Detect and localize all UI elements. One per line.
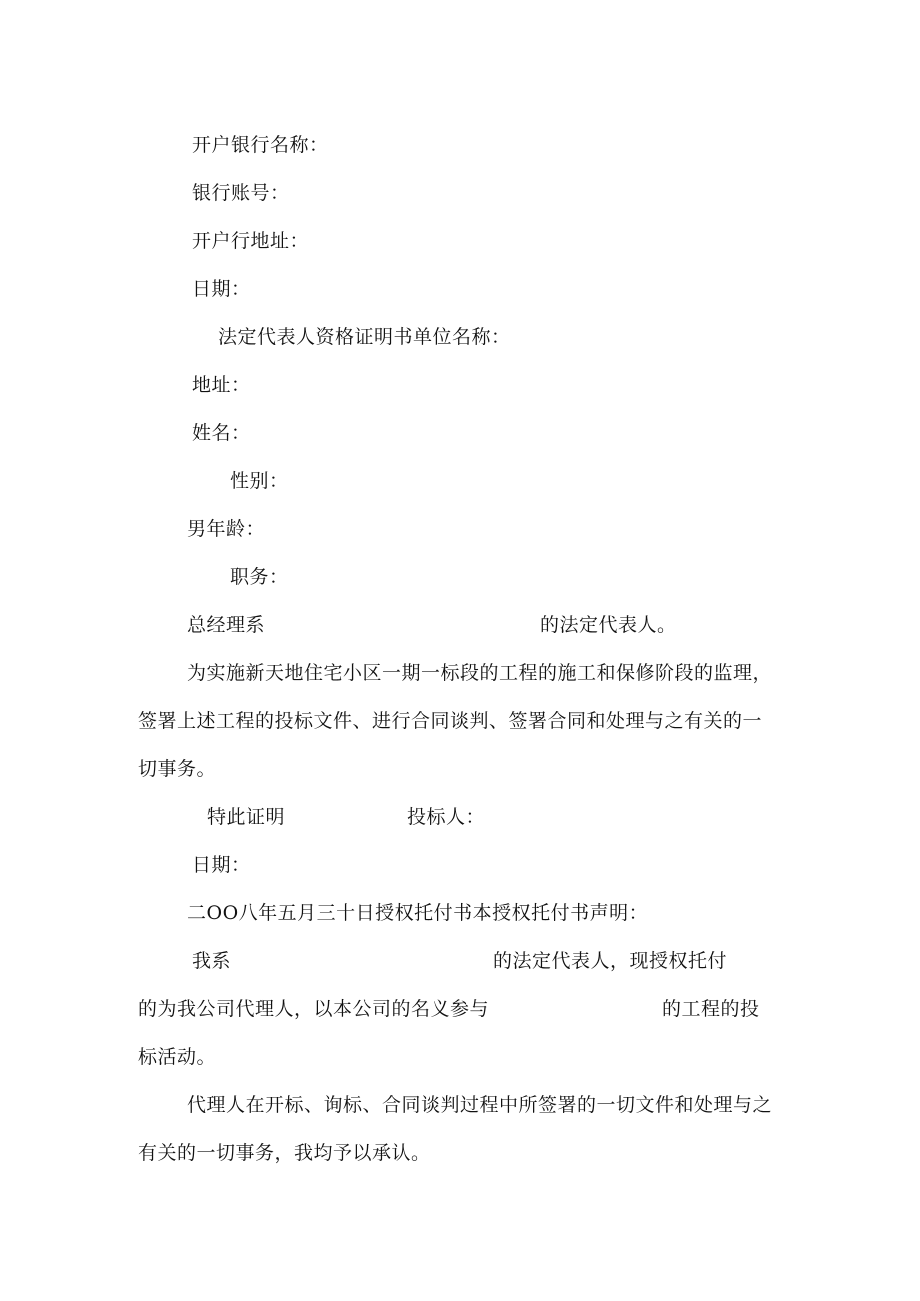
date-and-title-line: 二OO八年五月三十日授权托付书本授权托付书声明： [187, 902, 649, 924]
hereby-certify: 特此证明 [207, 806, 286, 828]
name-label: 姓名： [192, 422, 251, 444]
authorization-line-2-suffix: 的工程的投 [662, 998, 760, 1020]
paragraph-1-line-3: 切事务。 [138, 758, 217, 780]
authorization-line-2-prefix: 的为我公司代理人，以本公司的名义参与 [138, 998, 490, 1020]
position-label: 职务： [230, 566, 289, 588]
paragraph-1-line-1: 为实施新天地住宅小区一期一标段的工程的施工和保修阶段的监理， [187, 662, 773, 684]
authorization-mid: 的法定代表人，现授权托付 [493, 950, 728, 972]
address-label: 地址： [192, 374, 251, 396]
bank-account-label: 银行账号： [192, 182, 290, 204]
bank-address-label: 开户行地址： [192, 230, 310, 252]
date-label-1: 日期： [192, 278, 251, 300]
authorization-line-3: 标活动。 [138, 1046, 217, 1068]
paragraph-2-line-1: 代理人在开标、询标、合同谈判过程中所签署的一切文件和处理与之 [187, 1094, 773, 1116]
authorization-prefix: 我系 [192, 950, 232, 972]
certificate-title-line: 法定代表人资格证明书单位名称： [218, 326, 511, 348]
bank-name-label: 开户银行名称： [192, 134, 329, 156]
age-label: 男年龄： [187, 518, 266, 540]
paragraph-2-line-2: 有关的一切事务，我均予以承认。 [138, 1142, 431, 1164]
date-label-2: 日期： [192, 854, 251, 876]
bidder-label: 投标人： [407, 806, 486, 828]
gm-prefix: 总经理系 [187, 614, 266, 636]
paragraph-1-line-2: 签署上述工程的投标文件、进行合同谈判、签署合同和处理与之有关的一 [138, 710, 763, 732]
gm-suffix: 的法定代表人。 [540, 614, 677, 636]
gender-label: 性别： [230, 470, 289, 492]
